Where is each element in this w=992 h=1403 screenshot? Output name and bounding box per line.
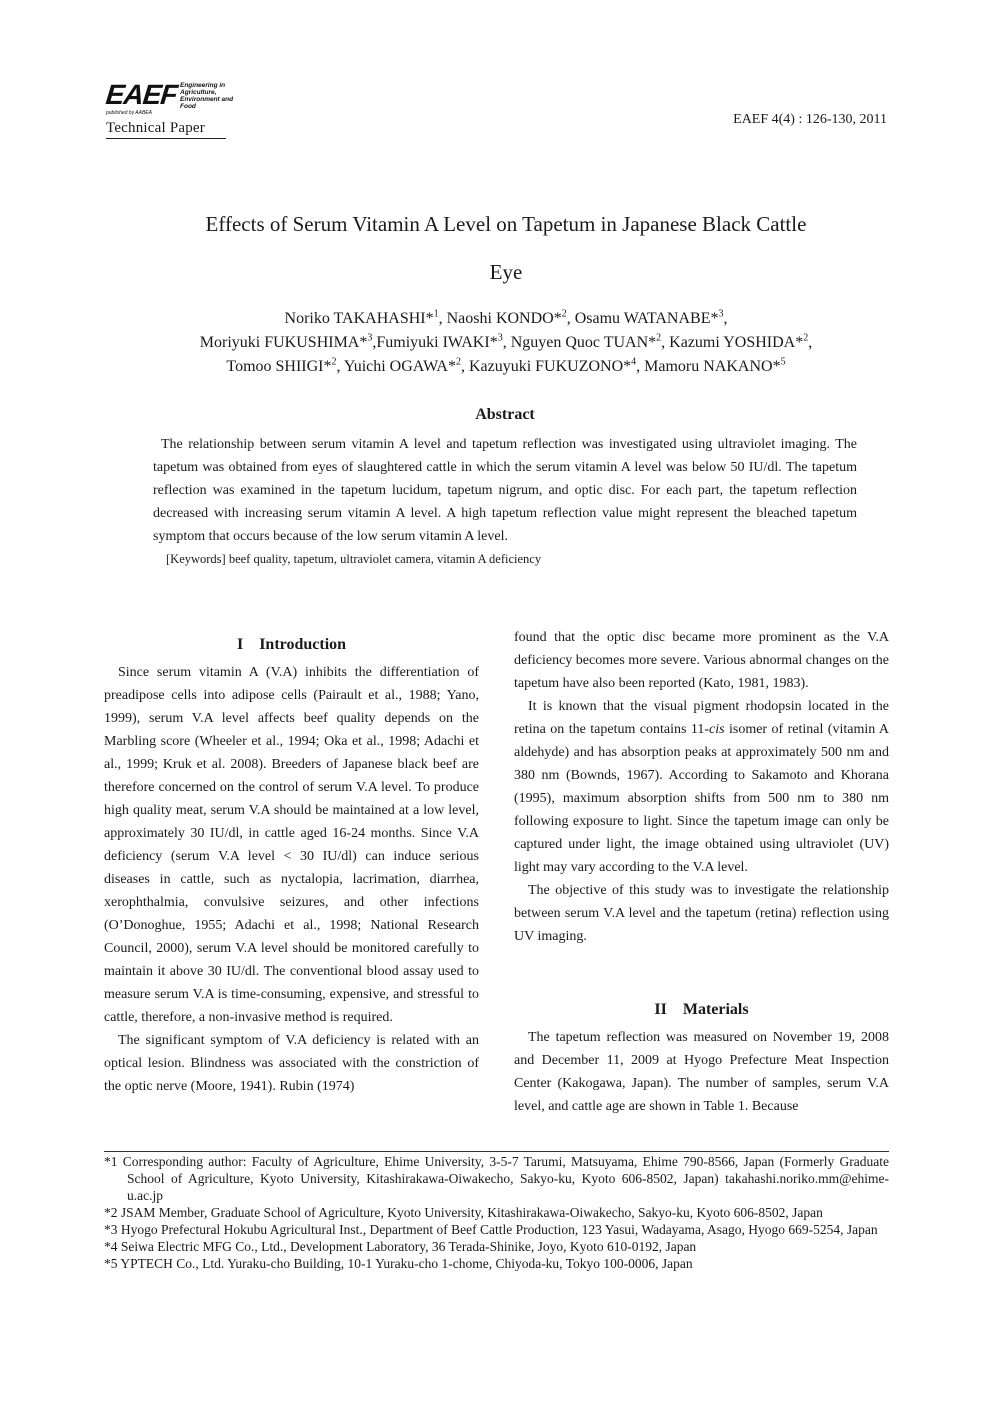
author-affiliation: 2 [331, 356, 337, 368]
author: Naoshi KONDO* [446, 310, 562, 327]
paper-type: Technical Paper [106, 119, 226, 139]
right-column-materials [514, 1026, 889, 1118]
paragraph: The objective of this study was to investigate the relationship between serum V.A level and the tapetum (retina) reflection using UV imaging. [514, 883, 889, 944]
paragraph: It is known that the visual pigment rhodopsin located in the retina on the tapetum contains 11-cis isomer of retinal (vitamin A aldehyde) and has absorption peaks at approximately 500 nm and 380 nm (Bownds, 1967). According to Sakamoto and Khorana (1995), maximum absorption shifts from 500 nm to 380 nm following exposure to light. Since the tapetum image can only be captured under light, the image obtained using ultraviolet (UV) light may vary according to the V.A level. [514, 699, 889, 875]
abstract-heading: Abstract [475, 406, 535, 423]
right-column [514, 626, 889, 948]
author: Moriyuki FUKUSHIMA* [199, 334, 368, 351]
footnote: *3 Hyogo Prefectural Hokubu Agricultural Inst., Department of Beef Cattle Production, 123 Yasui, Wadayama, Asago, Hyogo 669-5254, Japan [104, 1222, 878, 1237]
paragraph: found that the optic disc became more prominent as the V.A deficiency becomes more severe. Various abnormal changes on the tapetum have also been reported (Kato, 1981, 1983). [514, 630, 889, 691]
author-line-1: Noriko TAKAHASHI*$^1$, Naoshi KONDO*$^2$, Osamu WATANABE*$^3$, [284, 308, 728, 327]
footnote: *4 Seiwa Electric MFG Co., Ltd., Development Laboratory, 36 Terada-Shinike, Joyo, Kyoto 610-0192, Japan [104, 1239, 697, 1254]
section-heading-materials: II Materials [654, 1001, 749, 1018]
author: Noriko TAKAHASHI* [284, 310, 434, 327]
paragraph: The significant symptom of V.A deficiency is related with an optical lesion. Blindness was associated with the constriction of the optic nerve (Moore, 1941). Rubin (1974) [104, 1033, 479, 1094]
paragraph: Since serum vitamin A (V.A) inhibits the differentiation of preadipose cells into adipose cells (Pairault et al., 1988; Yano, 1999), serum V.A level affects beef quality depends on the Marbling score (Wheeler et al., 1994; Oka et al., 1998; Adachi et al., 1999; Kruk et al. 2008). Breeders of Japanese black beef are therefore concerned on the control of serum V.A level. To produce high quality meat, serum V.A should be maintained at a low level, approximately 30 IU/dl, in cattle aged 16-24 months. Since V.A deficiency (serum V.A level < 30 IU/dl) can induce serious diseases in cattle, such as nyctalopia, lacrimation, diarrhea, xerophthalmia, convulsive seizures, and other infections (O’Donoghue, 1955; Adachi et al., 1998; National Research Council, 2000), serum V.A level should be monitored carefully to maintain it above 30 IU/dl. The conventional blood assay used to measure serum V.A is time-consuming, expensive, and stressful to cattle, therefore, a non-invasive method is required. [104, 665, 479, 1025]
logo-subtitle: Engineering in Agriculture, Environment and Food [180, 82, 234, 110]
author-affiliation: 4 [631, 356, 637, 368]
citation: EAEF 4(4) : 126-130, 2011 [733, 112, 887, 127]
keywords: [Keywords] beef quality, tapetum, ultraviolet camera, vitamin A deficiency [166, 552, 542, 566]
author-affiliation: 2 [656, 332, 662, 344]
author: Kazumi YOSHIDA* [669, 334, 804, 351]
author: Fumiyuki IWAKI* [376, 334, 498, 351]
author-affiliation: 5 [780, 356, 786, 368]
author: Osamu WATANABE* [574, 310, 719, 327]
author-affiliation: 2 [803, 332, 809, 344]
footnote: *5 YPTECH Co., Ltd. Yuraku-cho Building, 10-1 Yuraku-cho 1-chome, Chiyoda-ku, Tokyo 100-0006, Japan [104, 1256, 693, 1271]
author: Yuichi OGAWA* [343, 358, 456, 375]
footnotes [104, 1153, 889, 1272]
author-affiliation: 2 [455, 356, 461, 368]
author-affiliation: 3 [497, 332, 503, 344]
paragraph: The tapetum reflection was measured on November 19, 2008 and December 11, 2009 at Hyogo Prefecture Meat Inspection Center (Kakogawa, Japan). The number of samples, serum V.A level, and cattle age are shown in Table 1. Because [514, 1030, 889, 1114]
author-line-2: Moriyuki FUKUSHIMA*$^3$,Fumiyuki IWAKI*$^3$, Nguyen Quoc TUAN*$^2$, Kazumi YOSHIDA*$^2$, [199, 332, 813, 351]
logo-publisher: published by AABEA [106, 110, 152, 116]
author-line-3: Tomoo SHIIGI*$^2$, Yuichi OGAWA*$^2$, Kazuyuki FUKUZONO*$^4$, Mamoru NAKANO*$^5$ [226, 356, 786, 375]
title-line-1: Effects of Serum Vitamin A Level on Tapetum in Japanese Black Cattle [205, 212, 807, 236]
logo-mark: EAEF [104, 79, 179, 110]
author-affiliation: 3 [718, 308, 724, 320]
author: Kazuyuki FUKUZONO* [468, 358, 632, 375]
abstract-text: The relationship between serum vitamin A level and tapetum reflection was investigated using ultraviolet imaging. The tapetum was obtained from eyes of slaughtered cattle in which the serum vitamin A level was below 50 IU/dl. The tapetum reflection was examined in the tapetum lucidum, tapetum nigrum, and optic disc. For each part, the tapetum reflection decreased with increasing serum vitamin A level. A high tapetum reflection value might represent the bleached tapetum symptom that occurs because of the low serum vitamin A level. [153, 437, 857, 544]
section-heading-introduction: I Introduction [236, 636, 347, 653]
footnote: *1 Corresponding author: Faculty of Agriculture, Ehime University, 3-5-7 Tarumi, Matsuyama, Ehime 790-8566, Japan (Formerly Graduate School of Agriculture, Kyoto University, Kitashirakawa-Oiwakecho, Sakyo-ku, Kyoto 606-8502, Japan) takahashi.noriko.mm@ehime-u.ac.jp [104, 1154, 889, 1203]
author: Tomoo SHIIGI* [226, 358, 332, 375]
author: Mamoru NAKANO* [644, 358, 781, 375]
footnote-divider [104, 1151, 889, 1152]
author-affiliation: 3 [367, 332, 373, 344]
footnote: *2 JSAM Member, Graduate School of Agriculture, Kyoto University, Kitashirakawa-Oiwakecho, Sakyo-ku, Kyoto 606-8502, Japan [104, 1205, 823, 1220]
paper-title [100, 200, 912, 296]
title-line-2: Eye [489, 260, 523, 284]
author-list [100, 307, 912, 379]
left-column [104, 661, 479, 1098]
author-affiliation: 1 [433, 308, 439, 320]
author: Nguyen Quoc TUAN* [510, 334, 657, 351]
author-affiliation: 2 [561, 308, 567, 320]
